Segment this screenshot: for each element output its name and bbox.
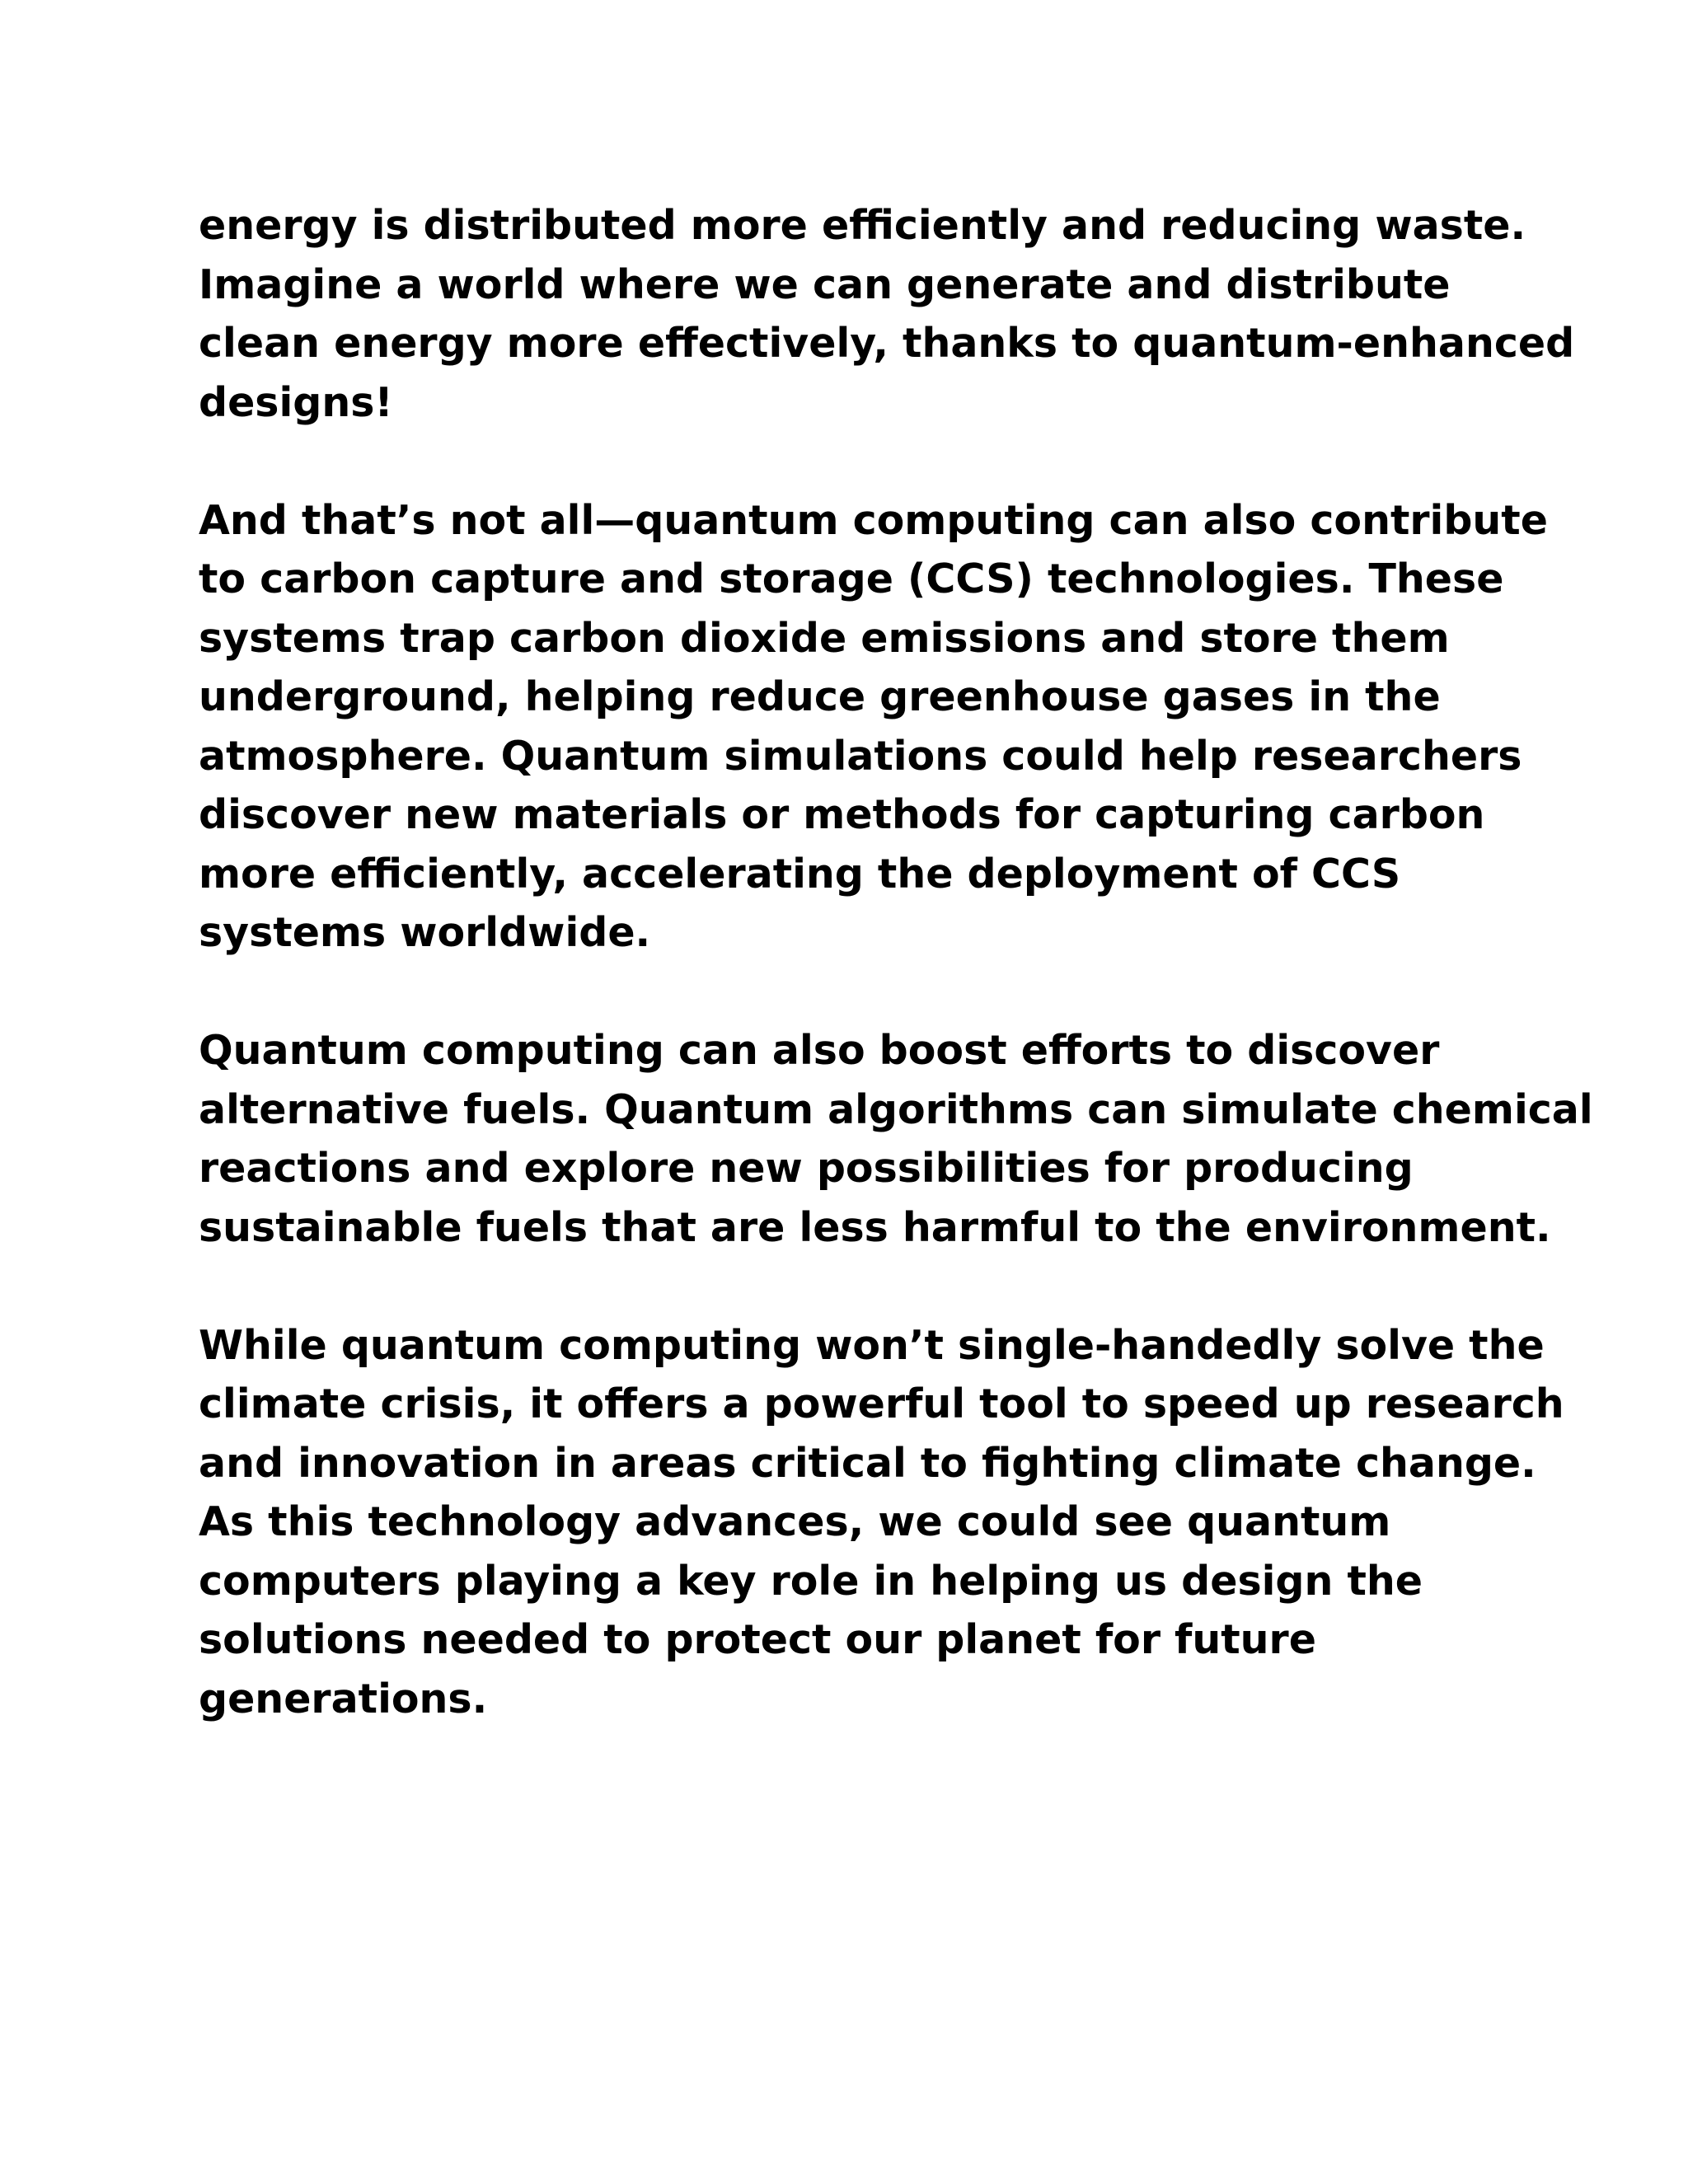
text-line: As this technology advances, we could see quantum — [199, 1498, 1391, 1545]
text-line: Quantum computing can also boost efforts to discover — [199, 1027, 1440, 1074]
text-line: designs! — [199, 378, 393, 426]
text-line: computers playing a key role in helping us design the — [199, 1557, 1423, 1605]
paragraph-alternative-fuels — [199, 1021, 1593, 1257]
text-line: underground, helping reduce greenhouse gases in the — [199, 673, 1441, 720]
text-line: to carbon capture and storage (CCS) technologies. These — [199, 555, 1504, 602]
text-line: atmosphere. Quantum simulations could help researchers — [199, 732, 1522, 780]
text-line: generations. — [199, 1675, 488, 1722]
text-line: and innovation in areas critical to fighting climate change. — [199, 1439, 1536, 1487]
text-line: Imagine a world where we can generate and distribute — [199, 260, 1451, 308]
text-line: While quantum computing won’t single-handedly solve the — [199, 1321, 1545, 1369]
text-line: clean energy more effectively, thanks to quantum-enhanced — [199, 320, 1575, 367]
text-line: solutions needed to protect our planet for future — [199, 1616, 1316, 1663]
paragraph-spacer — [199, 1257, 1517, 1316]
text-line: And that’s not all—quantum computing can also contribute — [199, 496, 1548, 544]
paragraph-carbon-capture — [199, 491, 1548, 963]
paragraph-spacer — [199, 963, 1517, 1022]
text-line: sustainable fuels that are less harmful to the environment. — [199, 1203, 1551, 1251]
text-line: more efficiently, accelerating the deployment of CCS — [199, 850, 1401, 898]
body-text — [199, 196, 1593, 1728]
paragraph-energy-distribution — [199, 196, 1575, 432]
text-line: climate crisis, it offers a powerful tool to speed up research — [199, 1380, 1564, 1427]
text-line: reactions and explore new possibilities for producing — [199, 1145, 1414, 1192]
paragraph-spacer — [199, 432, 1517, 491]
text-line: systems trap carbon dioxide emissions and store them — [199, 614, 1450, 662]
text-line: energy is distributed more efficiently and reducing waste. — [199, 202, 1526, 249]
text-line: discover new materials or methods for capturing carbon — [199, 791, 1485, 838]
paragraph-conclusion — [199, 1316, 1564, 1729]
text-line: systems worldwide. — [199, 909, 651, 956]
text-line: alternative fuels. Quantum algorithms can simulate chemical — [199, 1085, 1593, 1133]
